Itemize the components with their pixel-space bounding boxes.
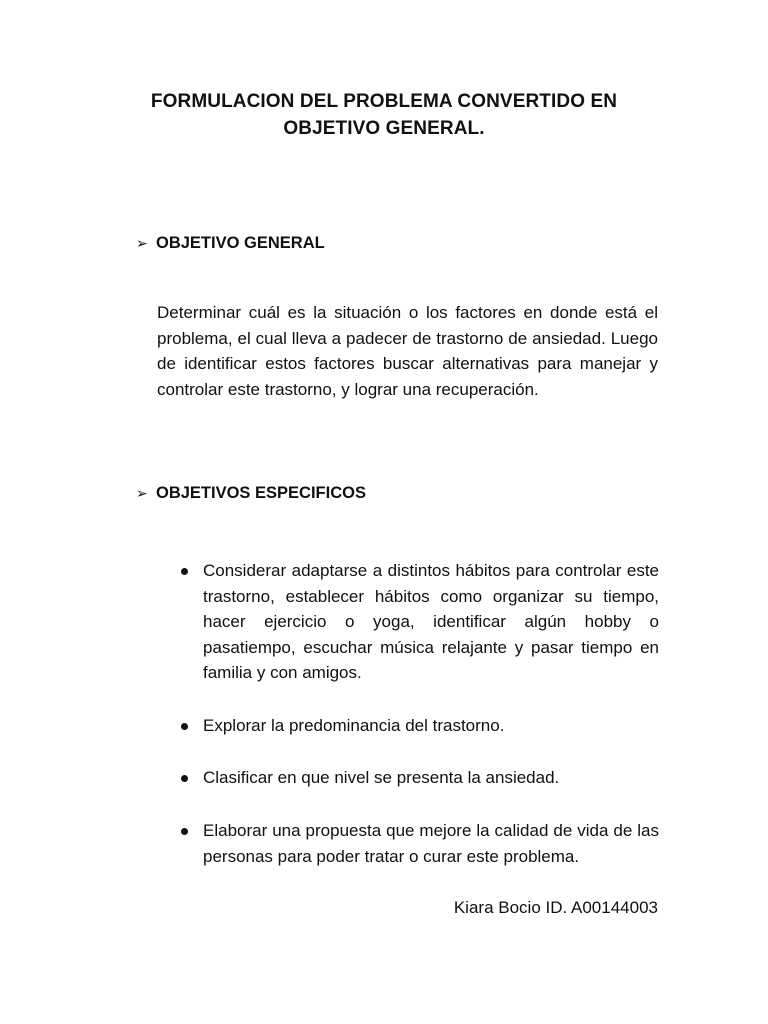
bullet-dot-icon	[181, 828, 188, 835]
title-line-1: FORMULACION DEL PROBLEMA CONVERTIDO EN	[150, 91, 618, 112]
list-item-text: Elaborar una propuesta que mejore la calidad de vida de las personas para poder tratar o curar este problema.	[203, 821, 659, 866]
list-item-text: Considerar adaptarse a distintos hábitos para controlar este trastorno, establecer hábitos como organizar su tiempo, hacer ejercicio o yoga, identificar algún hobby o pasatiempo, escuchar música relajante y pasar tiempo en familia y con amigos.	[203, 561, 659, 683]
list-item	[178, 713, 659, 739]
general-objective-paragraph: Determinar cuál es la situación o los factores en donde está el problema, el cual lleva a padecer de trastorno de ansiedad. Luego de identificar estos factores buscar alternativas para manejar y controlar este trastorno, y lograr una recuperación.	[157, 303, 658, 399]
author-signature: Kiara Bocio ID. A00144003	[453, 898, 658, 917]
list-item-text: Clasificar en que nivel se presenta la ansiedad.	[203, 768, 560, 787]
list-item	[178, 818, 659, 869]
specific-objectives-heading-text: OBJETIVOS ESPECIFICOS	[156, 484, 366, 502]
specific-objectives-heading	[136, 482, 366, 504]
bullet-dot-icon	[181, 723, 188, 730]
list-item	[178, 765, 659, 791]
title-line-2: OBJETIVO GENERAL.	[283, 118, 485, 139]
list-item	[178, 558, 659, 686]
arrow-bullet-icon: ➢	[136, 485, 148, 501]
bullet-dot-icon	[181, 775, 188, 782]
general-objective-heading-text: OBJETIVO GENERAL	[156, 234, 325, 252]
bullet-dot-icon	[181, 568, 188, 575]
general-objective-heading	[136, 232, 325, 254]
arrow-bullet-icon: ➢	[136, 235, 148, 251]
document-title	[100, 88, 668, 142]
list-item-text: Explorar la predominancia del trastorno.	[203, 716, 505, 735]
